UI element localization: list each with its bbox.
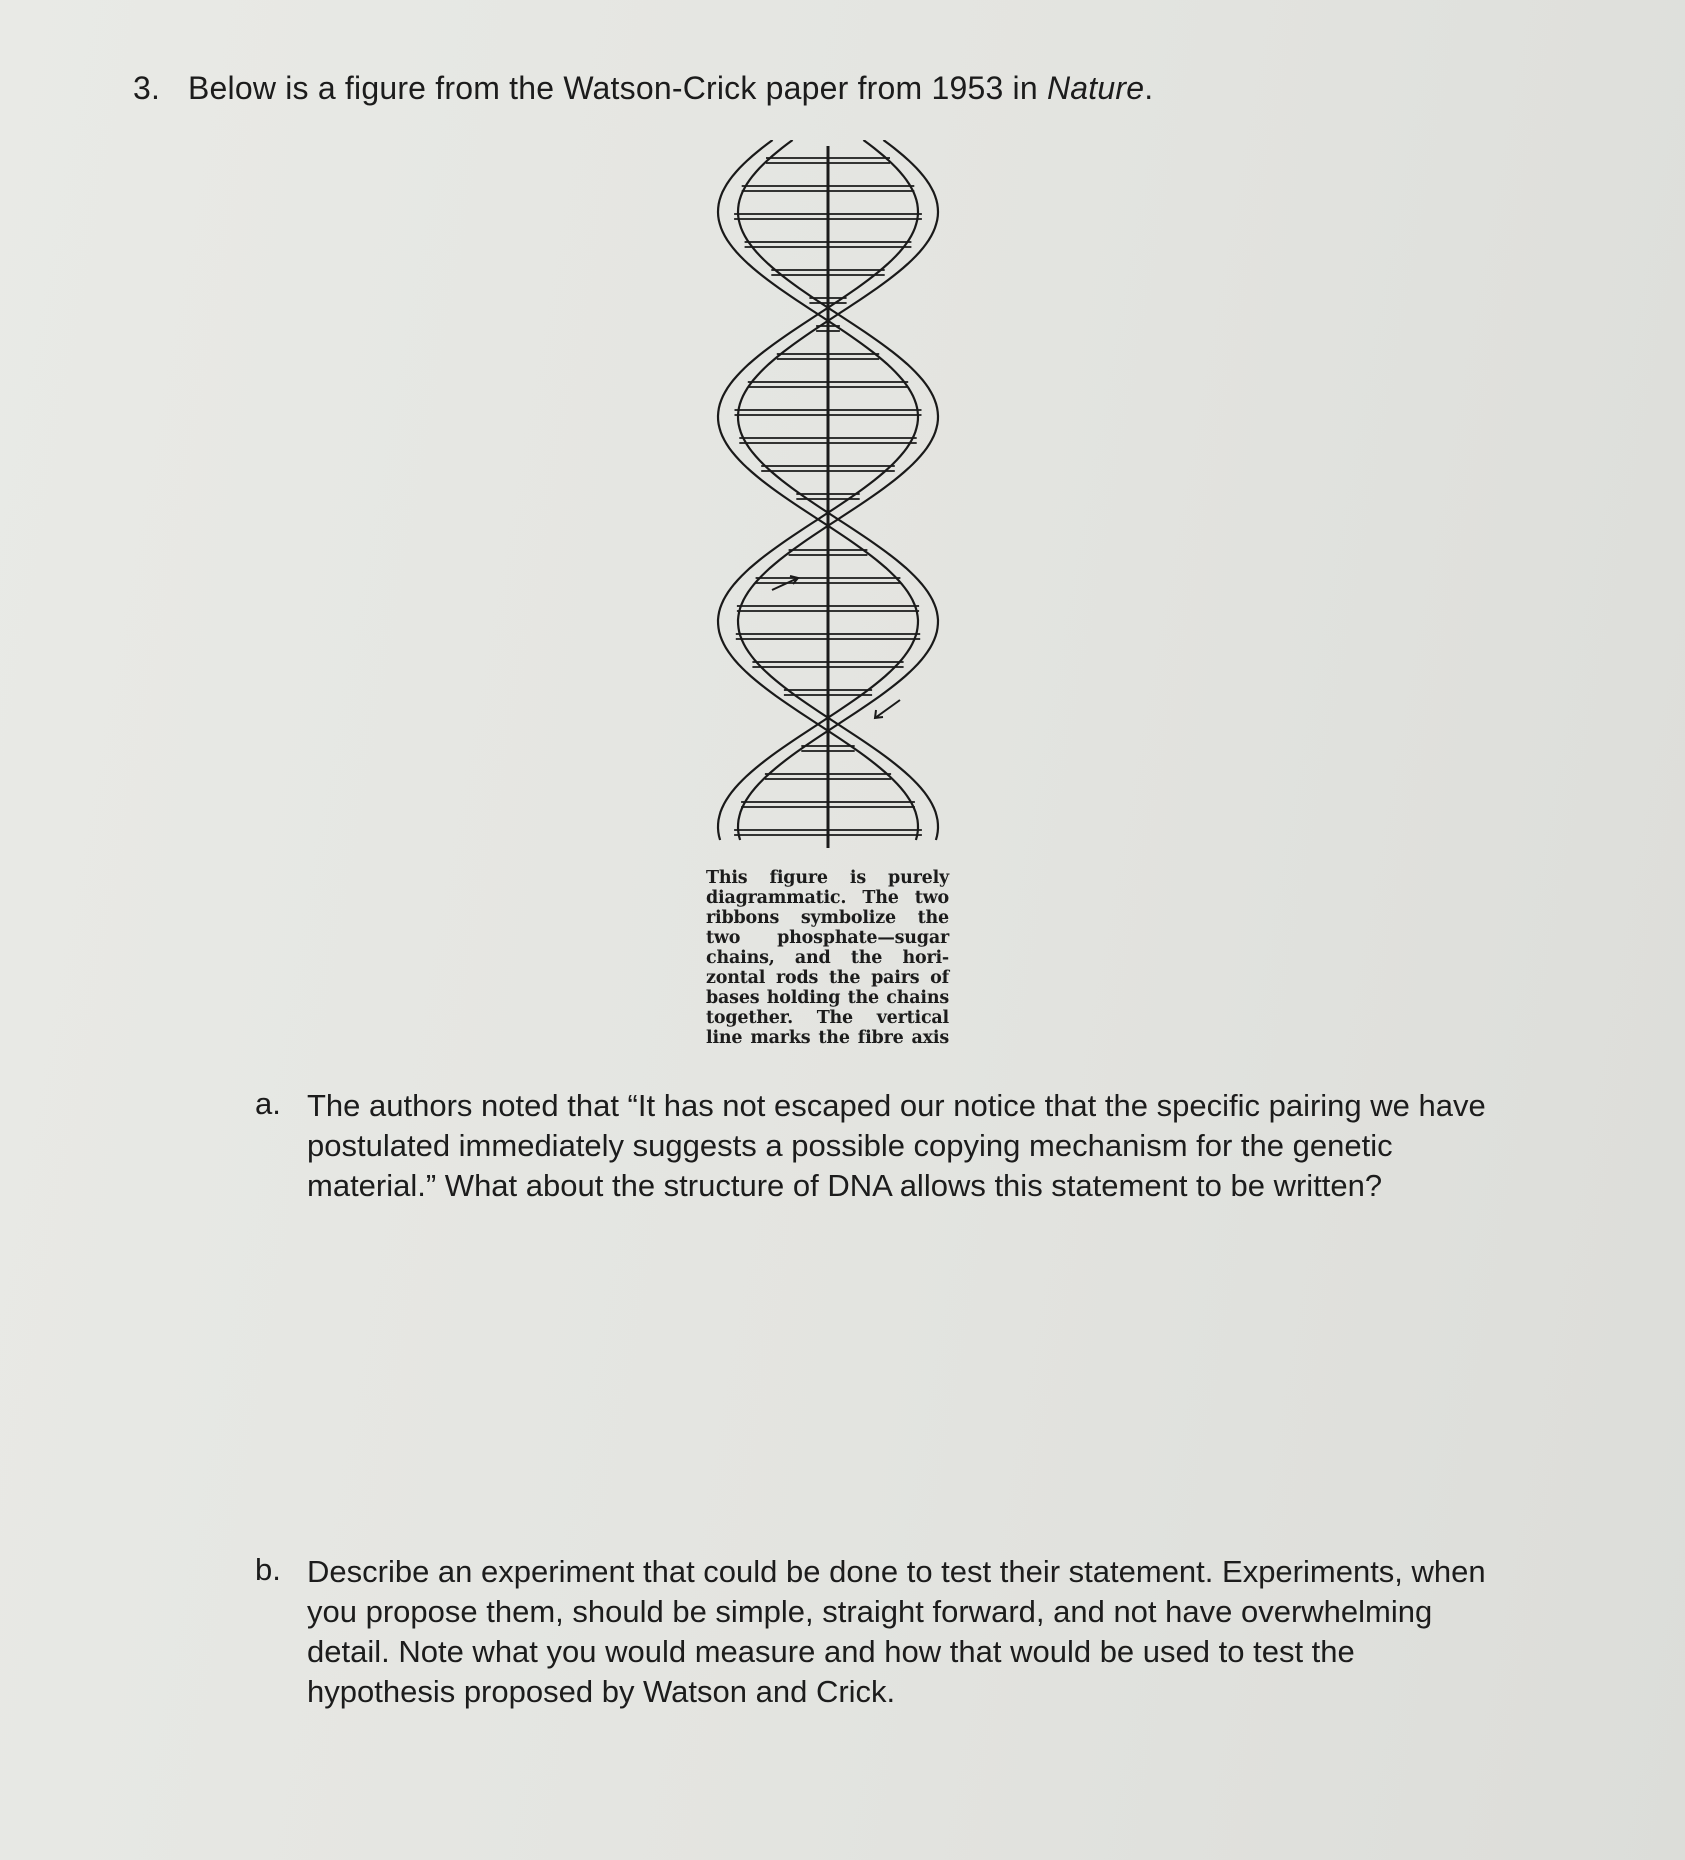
part-b-line: you propose them, should be simple, straight forward, and not have overwhelming [307,1594,1433,1629]
ribbon-edge [718,140,918,840]
caption-line: line marks the fibre axis [706,1028,949,1048]
part-a-line: material.” What about the structure of DNA allows this statement to be written? [307,1168,1383,1203]
question-number: 3. [133,70,161,106]
question-text-prefix: Below is a figure from the Watson-Crick paper from 1953 in [188,70,1047,106]
caption-line: chains, and the hori- [706,948,949,968]
question-prompt [188,70,1153,107]
part-b-line: detail. Note what you would measure and how that would be used to test the [307,1634,1355,1669]
caption-line: together. The vertical [706,1008,949,1028]
caption-line: diagrammatic. The two [706,888,949,908]
question-text-italic: Nature [1046,70,1145,106]
part-b-text [307,1552,1486,1712]
caption-line: bases holding the chains [706,988,949,1008]
figure-caption [706,868,949,1048]
part-a-label: a. [255,1086,281,1121]
part-b-line: hypothesis proposed by Watson and Crick. [307,1674,896,1709]
question-text-suffix: . [1144,70,1154,106]
part-b-line: Describe an experiment that could be done to test their statement. Experiments, when [307,1554,1486,1589]
part-a-text [307,1086,1486,1206]
ribbon-edge [738,140,938,840]
dna-double-helix-figure [700,140,960,860]
ribbon-edge [738,140,938,840]
part-a-line: The authors noted that “It has not escaped our notice that the specific pairing we have [307,1088,1486,1123]
part-a-line: postulated immediately suggests a possible copying mechanism for the genetic [307,1128,1393,1163]
caption-line: ribbons symbolize the [706,908,949,928]
caption-line: zontal rods the pairs of [706,968,949,988]
part-b-label: b. [255,1552,281,1587]
caption-line: This figure is purely [706,868,949,888]
caption-line: two phosphate—sugar [706,928,949,948]
ribbon-edge [718,140,918,840]
